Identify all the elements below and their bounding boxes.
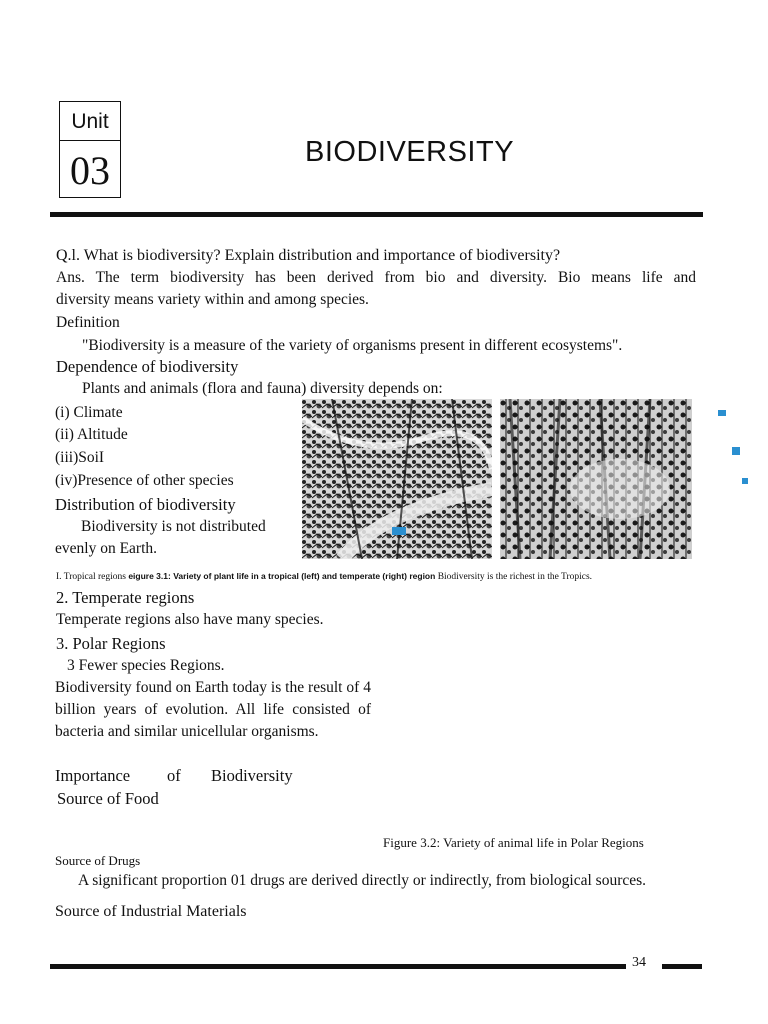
- unit-label: Unit: [60, 102, 120, 141]
- distribution-line-2: evenly on Earth.: [55, 540, 158, 557]
- factor-climate: (i) Climate: [55, 404, 123, 421]
- polar-text: 3 Fewer species Regions.: [67, 657, 225, 674]
- importance-word-2: of: [167, 766, 181, 785]
- page-number: 34: [632, 955, 646, 970]
- caption-prefix: I. Tropical regions: [56, 572, 129, 582]
- drugs-heading: Source of Drugs: [55, 853, 141, 868]
- industrial-heading: Source of Industrial Materials: [55, 903, 247, 920]
- temperate-text: Temperate regions also have many species.: [56, 611, 324, 628]
- factor-species: (iv)Presence of other species: [55, 472, 234, 489]
- figure-3-1-caption: [56, 571, 592, 582]
- definition-text: "Biodiversity is a measure of the variety of organisms present in different ecosystems".: [82, 337, 623, 354]
- caption-bold: eigure 3.1: Variety of plant life in a tropical (left) and temperate (right) region: [128, 571, 436, 581]
- drugs-text: A significant proportion 01 drugs are derived directly or indirectly, from biological sources.: [78, 872, 647, 889]
- header-divider: [50, 212, 703, 217]
- definition-heading: Definition: [56, 314, 120, 331]
- evolution-text: Biodiversity found on Earth today is the result of 4 billion years of evolution. All life consisted of bacteria and similar unicellular organisms.: [55, 679, 371, 740]
- factor-soil: (iii)SoiI: [55, 449, 105, 466]
- answer-line-1: Ans. The term biodiversity has been derived from bio and diversity. Bio means life and: [56, 269, 696, 286]
- blue-mark: [718, 410, 726, 416]
- footer-divider-end: [662, 964, 702, 969]
- importance-word-1: Importance: [55, 766, 131, 785]
- temperate-heading: 2. Temperate regions: [56, 588, 195, 607]
- dependence-heading: Dependence of biodiversity: [56, 357, 239, 376]
- unit-number: 03: [70, 148, 110, 193]
- caption-suffix: Biodiversity is the richest in the Tropics.: [435, 572, 593, 582]
- page-title: BIODIVERSITY: [305, 136, 515, 168]
- answer-line-2: diversity means variety within and among species.: [56, 291, 369, 308]
- polar-heading: 3. Polar Regions: [56, 634, 166, 653]
- footer-divider: [50, 964, 626, 969]
- factor-altitude: (ii) Altitude: [55, 426, 128, 443]
- question: Q.l. What is biodiversity? Explain distribution and importance of biodiversity?: [56, 247, 561, 264]
- food-heading: Source of Food: [57, 789, 159, 808]
- unit-box: [59, 101, 121, 198]
- figure-3-2-caption: Figure 3.2: Variety of animal life in Polar Regions: [383, 835, 644, 850]
- distribution-heading: Distribution of biodiversity: [55, 495, 236, 514]
- blue-mark: [742, 478, 748, 484]
- tropical-plant-image: [302, 399, 492, 559]
- importance-word-3: Biodiversity: [211, 766, 293, 785]
- blue-mark: [732, 447, 740, 455]
- dependence-intro: Plants and animals (flora and fauna) diversity depends on:: [82, 380, 443, 397]
- temperate-plant-image: [500, 399, 692, 559]
- distribution-line-1: Biodiversity is not distributed: [81, 518, 266, 535]
